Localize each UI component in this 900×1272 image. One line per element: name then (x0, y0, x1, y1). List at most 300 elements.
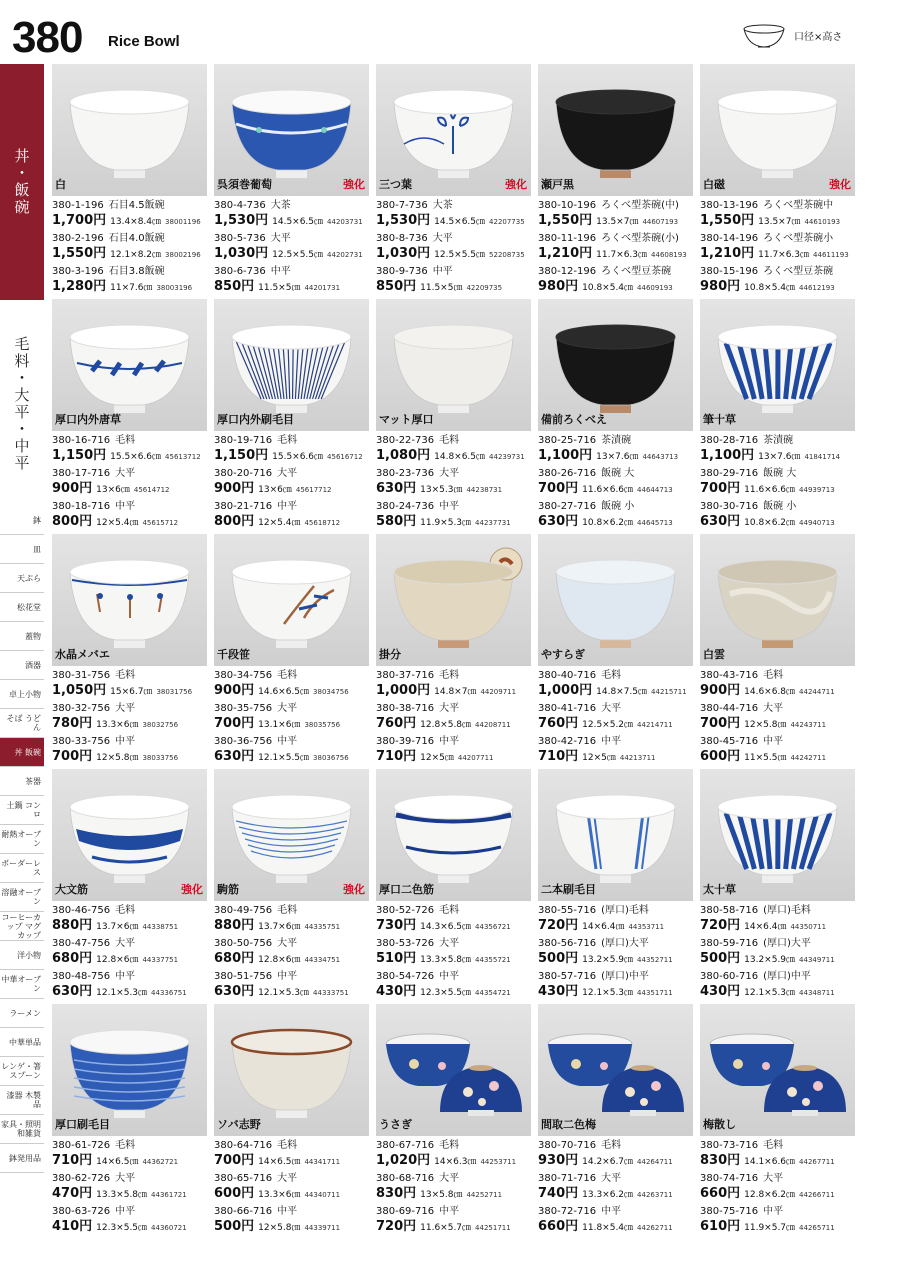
item-price: 1,550円 (52, 246, 107, 261)
variant-row (538, 669, 702, 702)
item-code: 380-7-736 (376, 200, 428, 211)
item-price: 710円 (538, 749, 579, 764)
sidebar-index-item[interactable]: 鉢発用品 (0, 1144, 44, 1173)
product-card (538, 534, 693, 769)
item-jan: 44609193 (637, 284, 673, 292)
item-description: 大平 (277, 938, 298, 949)
item-price: 430円 (376, 984, 417, 999)
variant-row (538, 702, 702, 735)
item-description: 毛料 (763, 1140, 784, 1151)
item-description: ろくべ型茶碗(小) (601, 233, 679, 244)
product-name: 厚口内外唐草 (55, 413, 121, 426)
item-jan: 44239731 (489, 453, 525, 461)
item-jan: 44252711 (466, 1191, 503, 1199)
item-jan: 44201731 (304, 284, 341, 292)
item-price: 410円 (52, 1219, 93, 1234)
item-price: 1,050円 (52, 683, 107, 698)
sidebar-index-item[interactable]: 漆器 木製品 (0, 1086, 44, 1115)
product-name: 二本刷毛目 (541, 883, 596, 896)
item-price: 880円 (214, 918, 255, 933)
product-variants (700, 1139, 864, 1238)
item-jan: 44266711 (799, 1191, 835, 1199)
item-jan: 44645713 (637, 519, 673, 527)
item-description: 毛料 (439, 670, 460, 681)
sidebar-index-item[interactable]: ボーダーレス (0, 854, 44, 883)
item-description: (厚口)大平 (763, 938, 811, 949)
item-jan: 44353711 (628, 923, 665, 931)
item-code: 380-17-716 (52, 468, 111, 479)
item-price: 740円 (538, 1186, 579, 1201)
variant-row (700, 1172, 864, 1205)
item-jan: 44351711 (637, 989, 673, 997)
item-code: 380-28-716 (700, 435, 759, 446)
item-code: 380-67-716 (376, 1140, 435, 1151)
variant-row (214, 937, 378, 970)
item-size: 12.5×5.2㎝ (582, 720, 634, 730)
product-variants (214, 434, 378, 533)
item-size: 13.7×6㎝ (258, 922, 301, 932)
variant-row (538, 467, 702, 500)
product-name: 厚口内外刷毛目 (217, 413, 294, 426)
item-code: 380-5-736 (214, 233, 266, 244)
item-code: 380-48-756 (52, 971, 111, 982)
item-description: 中平 (439, 971, 460, 982)
item-code: 380-27-716 (538, 501, 597, 512)
product-variants (538, 1139, 702, 1238)
sidebar-index-item[interactable]: 溶融オーブン (0, 883, 44, 912)
item-jan: 38003196 (156, 284, 193, 292)
product-name: 太十草 (703, 883, 736, 896)
sidebar-index-item[interactable]: コーヒーカップ マグカップ (0, 912, 44, 941)
item-size: 13×6㎝ (96, 485, 130, 495)
variant-row (214, 970, 378, 1003)
variant-row (538, 1205, 702, 1238)
item-price: 880円 (52, 918, 93, 933)
item-description: ろくべ型茶碗(中) (601, 200, 679, 211)
item-price: 500円 (214, 1219, 255, 1234)
item-code: 380-13-196 (700, 200, 759, 211)
variant-row (214, 904, 378, 937)
sidebar-index-item[interactable]: 中華単品 (0, 1028, 44, 1057)
item-size: 14×6.5㎝ (96, 1157, 139, 1167)
item-size: 11×5.5㎝ (744, 753, 787, 763)
item-code: 380-72-716 (538, 1206, 597, 1217)
sidebar-index-item[interactable]: 土鍋 コンロ (0, 796, 44, 825)
product-card (376, 299, 531, 534)
product-photo (52, 299, 207, 431)
item-size: 12.1×5.3㎝ (258, 988, 310, 998)
item-code: 380-44-716 (700, 703, 759, 714)
variant-row (700, 500, 864, 533)
item-description: 毛料 (277, 1140, 298, 1151)
item-size: 13.2×5.9㎝ (744, 955, 796, 965)
item-size: 12×5.4㎝ (258, 518, 301, 528)
product-name: 備前ろくべえ (541, 413, 607, 426)
item-size: 12.8×6㎝ (96, 955, 139, 965)
item-jan: 44361721 (151, 1191, 187, 1199)
item-size: 15.5×6.6㎝ (110, 452, 162, 462)
item-price: 900円 (214, 683, 255, 698)
item-code: 380-58-716 (700, 905, 759, 916)
item-size: 12.8×6.2㎝ (744, 1190, 796, 1200)
item-jan: 42209735 (466, 284, 503, 292)
product-card (700, 64, 855, 299)
item-description: 大平 (277, 703, 298, 714)
item-code: 380-1-196 (52, 200, 104, 211)
product-variants (52, 1139, 216, 1238)
product-variants (52, 669, 216, 768)
product-photo (376, 1004, 531, 1136)
product-photo (376, 534, 531, 666)
sidebar-index-item[interactable]: 耐熱オーブン (0, 825, 44, 854)
product-name: 白 (55, 178, 66, 191)
item-jan: 44213711 (619, 754, 656, 762)
item-code: 380-23-736 (376, 468, 435, 479)
item-jan: 44251711 (475, 1224, 511, 1232)
variant-row (376, 232, 540, 265)
sidebar-index-item[interactable]: ラーメン (0, 999, 44, 1028)
item-jan: 44611193 (813, 251, 849, 259)
product-card (376, 534, 531, 769)
item-price: 1,210円 (700, 246, 755, 261)
item-size: 13.3×5.8㎝ (96, 1190, 148, 1200)
product-photo (700, 769, 855, 901)
variant-row (376, 904, 540, 937)
item-jan: 44608193 (651, 251, 687, 259)
sidebar-index-item[interactable]: 蓋物 (0, 622, 44, 651)
item-description: 毛料 (277, 435, 298, 446)
item-price: 900円 (700, 683, 741, 698)
product-variants (214, 669, 378, 768)
item-price: 630円 (214, 984, 255, 999)
item-price: 430円 (700, 984, 741, 999)
item-code: 380-55-716 (538, 905, 597, 916)
size-legend (740, 20, 890, 60)
variant-row (700, 199, 864, 232)
item-code: 380-64-716 (214, 1140, 273, 1151)
item-size: 11.9×5.3㎝ (420, 518, 472, 528)
variant-row (52, 1139, 216, 1172)
variant-row (376, 937, 540, 970)
product-photo (538, 1004, 693, 1136)
item-code: 380-74-716 (700, 1173, 759, 1184)
product-variants (700, 199, 864, 298)
item-code: 380-3-196 (52, 266, 104, 277)
product-card (214, 299, 369, 534)
product-card (214, 769, 369, 1004)
product-photo (214, 1004, 369, 1136)
item-size: 11.5×5㎝ (420, 283, 463, 293)
variant-row (52, 232, 216, 265)
product-card (52, 1004, 207, 1239)
item-description: ろくべ型豆茶碗 (601, 266, 672, 277)
page-number: 380 (12, 13, 83, 62)
item-jan: 44341711 (304, 1158, 341, 1166)
variant-row (700, 904, 864, 937)
variant-row (376, 1139, 540, 1172)
item-size: 14.8×6.5㎝ (434, 452, 486, 462)
variant-row (52, 669, 216, 702)
item-code: 380-26-716 (538, 468, 597, 479)
item-code: 380-70-716 (538, 1140, 597, 1151)
item-description: 大茶 (432, 200, 453, 211)
item-description: 大平 (439, 938, 460, 949)
item-jan: 44336751 (151, 989, 187, 997)
item-description: 中平 (277, 736, 298, 747)
item-price: 800円 (52, 514, 93, 529)
item-price: 1,150円 (52, 448, 107, 463)
product-photo (376, 769, 531, 901)
item-jan: 44355721 (475, 956, 511, 964)
item-size: 14×6.5㎝ (258, 1157, 301, 1167)
item-size: 10.8×5.4㎝ (582, 283, 634, 293)
sidebar-index-item[interactable]: 天ぷら (0, 564, 44, 593)
item-description: 大平 (601, 1173, 622, 1184)
item-code: 380-41-716 (538, 703, 597, 714)
item-description: 中平 (439, 1206, 460, 1217)
variant-row (52, 199, 216, 232)
item-jan: 44215711 (651, 688, 687, 696)
sidebar-index-item[interactable]: 酒器 (0, 651, 44, 680)
item-description: 茶漬碗 (763, 435, 794, 446)
item-size: 10.8×6.2㎝ (582, 518, 634, 528)
item-description: ろくべ型茶碗小 (763, 233, 834, 244)
product-variants (538, 434, 702, 533)
item-jan: 44350711 (790, 923, 827, 931)
variant-row (214, 265, 378, 298)
item-code: 380-73-716 (700, 1140, 759, 1151)
sidebar-index-item[interactable]: 皿 (0, 535, 44, 564)
variant-row (376, 702, 540, 735)
item-size: 12.1×5.3㎝ (582, 988, 634, 998)
item-size: 13.5×7㎝ (758, 217, 801, 227)
product-photo (538, 299, 693, 431)
variant-row (376, 970, 540, 1003)
variant-row (376, 434, 540, 467)
product-name: 千段笹 (217, 648, 250, 661)
sidebar-index-item[interactable]: そば うどん (0, 709, 44, 738)
item-code: 380-75-716 (700, 1206, 759, 1217)
item-jan: 45614712 (133, 486, 170, 494)
item-price: 660円 (538, 1219, 579, 1234)
item-size: 13.2×5.9㎝ (582, 955, 634, 965)
item-size: 13×5.3㎝ (420, 485, 463, 495)
item-size: 12×5㎝ (420, 753, 454, 763)
item-size: 11.6×6.6㎝ (744, 485, 796, 495)
product-card (700, 534, 855, 769)
variant-row (52, 904, 216, 937)
item-price: 700円 (52, 749, 93, 764)
item-jan: 44253711 (480, 1158, 517, 1166)
item-price: 980円 (700, 279, 741, 294)
item-description: 大平 (115, 703, 136, 714)
sidebar-index-item[interactable]: 家具・照明 和雑貨 (0, 1115, 44, 1144)
item-size: 13.3×6.2㎝ (582, 1190, 634, 1200)
item-price: 700円 (700, 481, 741, 496)
item-description: 大平 (439, 468, 460, 479)
product-variants (376, 669, 540, 768)
item-size: 13.5×7㎝ (596, 217, 639, 227)
item-code: 380-45-716 (700, 736, 759, 747)
variant-row (700, 937, 864, 970)
item-size: 14×6.4㎝ (582, 922, 625, 932)
item-size: 12×5.4㎝ (96, 518, 139, 528)
item-jan: 44262711 (637, 1224, 673, 1232)
sidebar-index-item[interactable]: 茶器 (0, 767, 44, 796)
variant-row (52, 1172, 216, 1205)
item-jan: 44607193 (642, 218, 679, 226)
variant-row (700, 265, 864, 298)
item-code: 380-39-716 (376, 736, 435, 747)
item-description: 大平 (115, 468, 136, 479)
item-description: 毛料 (115, 1140, 136, 1151)
variant-row (376, 1172, 540, 1205)
item-size: 13.4×8.4㎝ (110, 217, 162, 227)
item-price: 1,550円 (538, 213, 593, 228)
item-code: 380-68-716 (376, 1173, 435, 1184)
sidebar-index-item[interactable]: 卓上小物 (0, 680, 44, 709)
item-price: 1,020円 (376, 1153, 431, 1168)
item-description: 毛料 (115, 670, 136, 681)
item-description: 大平 (270, 233, 291, 244)
product-variants (214, 904, 378, 1003)
product-photo (214, 299, 369, 431)
variant-row (700, 467, 864, 500)
sidebar-index-item[interactable]: 丼 飯碗 (0, 738, 44, 767)
variant-row (538, 735, 702, 768)
item-price: 1,100円 (700, 448, 755, 463)
item-code: 380-52-726 (376, 905, 435, 916)
reinforced-badge: 強化 (343, 883, 365, 896)
item-price: 1,210円 (538, 246, 593, 261)
item-description: 中平 (763, 1206, 784, 1217)
item-size: 13.3×6㎝ (258, 1190, 301, 1200)
variant-row (376, 669, 540, 702)
item-size: 12×5.8㎝ (258, 1223, 301, 1233)
item-code: 380-65-716 (214, 1173, 273, 1184)
product-name: 厚口二色筋 (379, 883, 434, 896)
item-size: 12.8×5.8㎝ (420, 720, 472, 730)
item-description: 中平 (115, 736, 136, 747)
main-category-tab[interactable] (0, 64, 44, 300)
item-description: 中平 (439, 736, 460, 747)
sidebar-index-item[interactable]: レンゲ・箸 スプーン (0, 1057, 44, 1086)
product-name: 梅散し (703, 1118, 736, 1131)
variant-row (538, 970, 702, 1003)
item-price: 710円 (52, 1153, 93, 1168)
product-photo (376, 64, 531, 196)
item-size: 12.8×6㎝ (258, 955, 301, 965)
item-code: 380-12-196 (538, 266, 597, 277)
product-photo (376, 299, 531, 431)
item-description: 飯碗 大 (763, 468, 797, 479)
item-code: 380-22-736 (376, 435, 435, 446)
item-code: 380-43-716 (700, 670, 759, 681)
item-price: 600円 (700, 749, 741, 764)
variant-row (214, 702, 378, 735)
item-price: 1,100円 (538, 448, 593, 463)
item-price: 850円 (376, 279, 417, 294)
variant-row (52, 937, 216, 970)
item-jan: 44348711 (799, 989, 835, 997)
item-description: (厚口)大平 (601, 938, 649, 949)
product-variants (538, 904, 702, 1003)
item-description: 大平 (763, 1173, 784, 1184)
item-code: 380-31-756 (52, 670, 111, 681)
item-size: 11.8×5.4㎝ (582, 1223, 634, 1233)
sidebar-index-item[interactable]: 中華オーブン (0, 970, 44, 999)
item-description: 中平 (115, 971, 136, 982)
item-code: 380-9-736 (376, 266, 428, 277)
item-code: 380-42-716 (538, 736, 597, 747)
item-code: 380-59-716 (700, 938, 759, 949)
sidebar-index-item[interactable]: 洋小物 (0, 941, 44, 970)
item-jan: 44244711 (799, 688, 835, 696)
item-price: 700円 (214, 716, 255, 731)
item-description: 大平 (439, 1173, 460, 1184)
item-price: 630円 (52, 984, 93, 999)
item-description: 毛料 (763, 670, 784, 681)
item-code: 380-19-716 (214, 435, 273, 446)
item-jan: 45615712 (142, 519, 179, 527)
item-code: 380-66-716 (214, 1206, 273, 1217)
item-price: 1,700円 (52, 213, 107, 228)
sidebar-index-item[interactable]: 松花堂 (0, 593, 44, 622)
product-variants (538, 199, 702, 298)
product-card (376, 769, 531, 1004)
variant-row (52, 467, 216, 500)
page-title: Rice Bowl (108, 33, 180, 50)
item-code: 380-24-736 (376, 501, 435, 512)
product-card (700, 299, 855, 534)
item-price: 720円 (376, 1219, 417, 1234)
item-description: (厚口)毛料 (601, 905, 649, 916)
item-description: 石目4.5飯碗 (108, 200, 165, 211)
item-code: 380-56-716 (538, 938, 597, 949)
item-size: 13.3×6㎝ (96, 720, 139, 730)
variant-row (538, 500, 702, 533)
item-price: 500円 (538, 951, 579, 966)
category-sidebar (0, 64, 44, 1244)
item-code: 380-20-716 (214, 468, 273, 479)
item-jan: 44242711 (790, 754, 827, 762)
item-jan: 44939713 (799, 486, 835, 494)
variant-row (214, 1139, 378, 1172)
product-photo (214, 64, 369, 196)
item-price: 610円 (700, 1219, 741, 1234)
item-price: 630円 (214, 749, 255, 764)
product-variants (538, 669, 702, 768)
item-code: 380-50-756 (214, 938, 273, 949)
item-size: 11.5×5㎝ (258, 283, 301, 293)
item-description: 中平 (601, 736, 622, 747)
item-description: 毛料 (115, 905, 136, 916)
item-size: 13.3×5.8㎝ (420, 955, 472, 965)
item-description: 毛料 (277, 670, 298, 681)
variant-row (538, 904, 702, 937)
sidebar-index-item[interactable]: 鉢 (0, 506, 44, 535)
item-price: 900円 (52, 481, 93, 496)
item-code: 380-61-726 (52, 1140, 111, 1151)
product-photo (700, 534, 855, 666)
product-name: 掛分 (379, 648, 401, 661)
item-price: 850円 (214, 279, 255, 294)
product-photo (700, 1004, 855, 1136)
item-price: 720円 (538, 918, 579, 933)
item-code: 380-16-716 (52, 435, 111, 446)
item-jan: 38001196 (165, 218, 201, 226)
variant-row (700, 702, 864, 735)
